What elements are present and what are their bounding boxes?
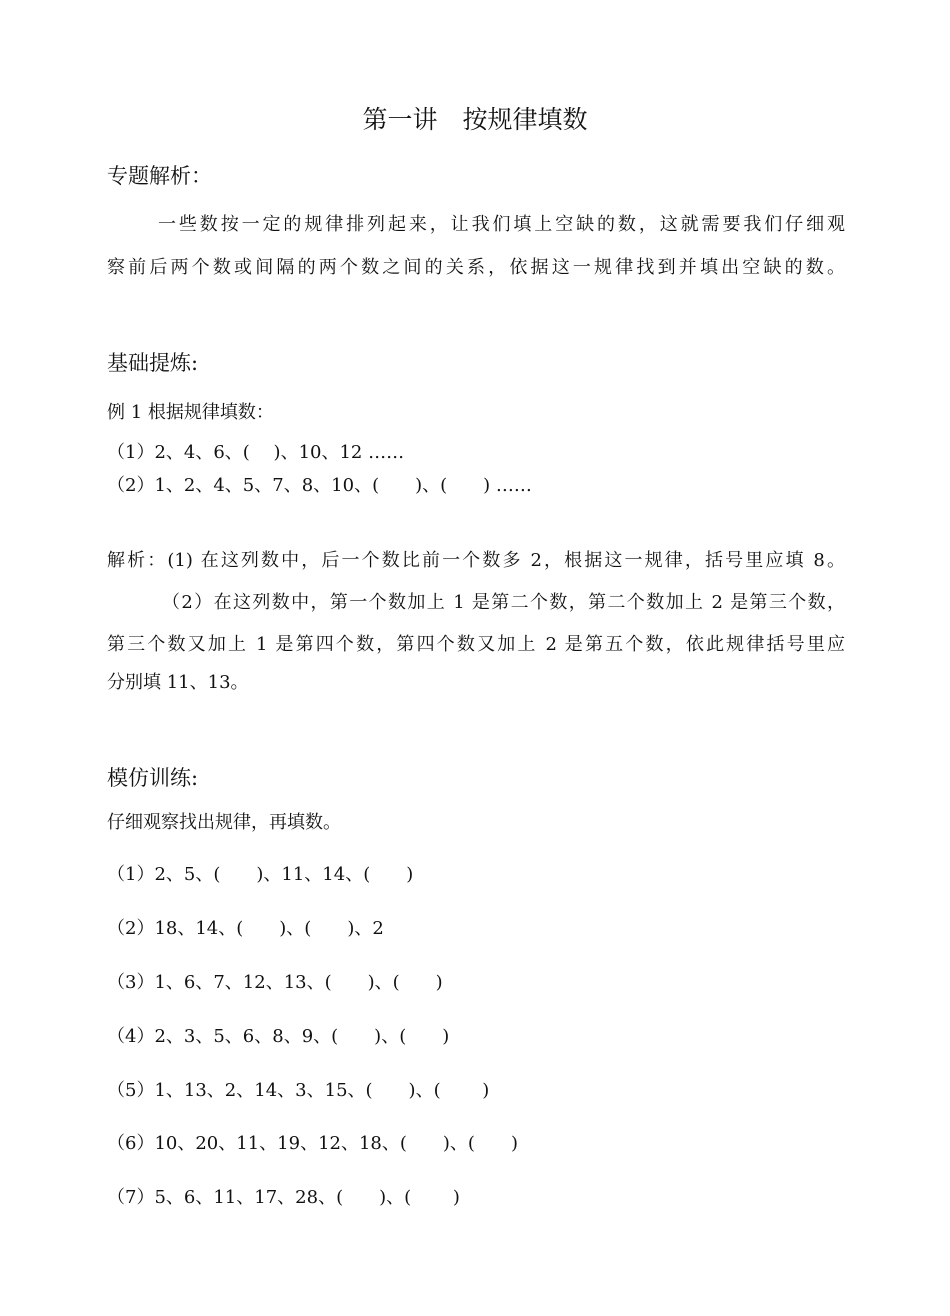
practice-item-4: （4）2、3、5、6、8、9、( )、( ) <box>107 1026 450 1047</box>
practice-item-5: （5）1、13、2、14、3、15、( )、( ) <box>107 1080 490 1101</box>
solution-line-3: 第三个数又加上 1 是第四个数，第四个数又加上 2 是第五个数，依此规律括号里应 <box>107 634 845 655</box>
practice-instruction: 仔细观察找出规律，再填数。 <box>107 812 341 833</box>
solution-line-1: 解析：(1) 在这列数中，后一个数比前一个数多 2，根据这一规律，括号里应填 8。 <box>107 550 845 571</box>
page-title: 第一讲 按规律填数 <box>362 105 588 134</box>
example-item-2: （2）1、2、4、5、7、8、10、( )、( ) …… <box>107 475 532 496</box>
basic-heading: 基础提炼: <box>107 351 199 375</box>
practice-item-7: （7）5、6、11、17、28、( )、( ) <box>107 1187 460 1208</box>
analysis-line-1: 一些数按一定的规律排列起来，让我们填上空缺的数，这就需要我们仔细观 <box>158 214 845 235</box>
analysis-line-2: 察前后两个数或间隔的两个数之间的关系，依据这一规律找到并填出空缺的数。 <box>107 257 845 278</box>
example-label: 例 1 根据规律填数： <box>107 402 274 423</box>
practice-item-6: （6）10、20、11、19、12、18、( )、( ) <box>107 1133 518 1154</box>
practice-heading: 模仿训练: <box>107 766 199 790</box>
practice-item-2: （2）18、14、( )、( )、2 <box>107 918 384 939</box>
practice-item-3: （3）1、6、7、12、13、( )、( ) <box>107 972 443 993</box>
analysis-heading: 专题解析： <box>107 164 212 188</box>
solution-line-4: 分别填 11、13。 <box>107 672 249 693</box>
example-item-1: （1）2、4、6、( )、10、12 …… <box>107 442 405 463</box>
practice-item-1: （1）2、5、( )、11、14、( ) <box>107 864 414 885</box>
solution-line-2: （2）在这列数中，第一个数加上 1 是第二个数，第二个数加上 2 是第三个数， <box>162 592 845 613</box>
